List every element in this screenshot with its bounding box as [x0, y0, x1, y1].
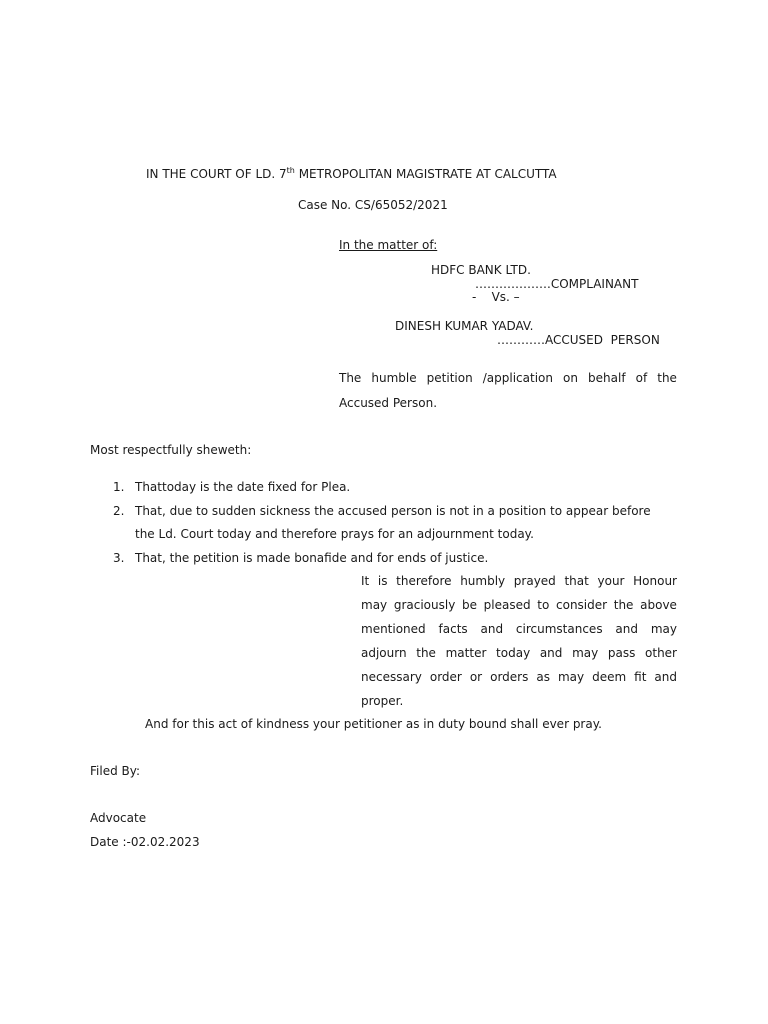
court-title-prefix: IN THE COURT OF LD. 7 [146, 167, 287, 181]
accused-name: DINESH KUMAR YADAV. [395, 319, 534, 333]
prayer-word: facts [438, 622, 468, 636]
complainant-role: ……………….COMPLAINANT [475, 277, 639, 291]
prayer-word: your [597, 574, 625, 588]
prayer-word: pleased [483, 598, 531, 612]
point-number: 3. [113, 551, 125, 565]
prayer-word: to [537, 598, 550, 612]
prayer-word: be [461, 598, 477, 612]
prayer-word: pass [607, 646, 636, 660]
prayer-word: therefore [396, 574, 452, 588]
date-label: Date :-02.02.2023 [90, 835, 200, 849]
prayer-word: mentioned [361, 622, 426, 636]
prayer-word: humbly [460, 574, 506, 588]
point-text: That, the petition is made bonafide and for ends of justice. [135, 551, 489, 565]
prayer-word: the [416, 646, 436, 660]
petition-intro-word: on [563, 371, 578, 385]
petition-intro-word: /application [482, 371, 553, 385]
prayer-word: above [640, 598, 677, 612]
point-text: That, due to sudden sickness the accused person is not in a position to appear before [135, 504, 651, 518]
prayer-word: order [429, 670, 462, 684]
petition-intro-line-2: Accused Person. [339, 396, 438, 410]
prayer-word: and [654, 670, 677, 684]
filed-by-label: Filed By: [90, 764, 141, 778]
prayer-word: consider [556, 598, 608, 612]
prayer-word: graciously [393, 598, 456, 612]
case-number: Case No. CS/65052/2021 [298, 198, 448, 212]
prayer-word: necessary [361, 670, 422, 684]
closing-line: And for this act of kindness your petitioner as in duty bound shall ever pray. [145, 717, 602, 731]
prayer-word: and [480, 622, 504, 636]
prayer-word: other [645, 646, 677, 660]
prayer-word: or [469, 670, 483, 684]
point-text: the Ld. Court today and therefore prays for an adjournment today. [135, 527, 534, 541]
petition-intro-word: behalf [588, 371, 626, 385]
prayer-word: and [615, 622, 638, 636]
accused-role: …………ACCUSED PERSON [497, 333, 660, 347]
prayer-word: adjourn [361, 646, 407, 660]
court-title [146, 166, 557, 182]
prayer-word: fit [634, 670, 647, 684]
prayer-word: It [361, 574, 370, 588]
prayer-line [361, 621, 677, 637]
petition-intro-word: The [339, 371, 362, 385]
advocate-label: Advocate [90, 811, 147, 825]
prayer-word: is [377, 574, 388, 588]
prayer-line [361, 645, 677, 661]
court-title-suffix: METROPOLITAN MAGISTRATE AT CALCUTTA [294, 167, 557, 181]
prayer-line [361, 597, 677, 613]
prayer-word: as [536, 670, 550, 684]
point-number: 2. [113, 504, 125, 518]
petition-intro-word: the [657, 371, 677, 385]
prayer-word: that [564, 574, 589, 588]
prayer-line [361, 669, 677, 685]
prayer-word: Honour [633, 574, 677, 588]
prayer-line: proper. [361, 694, 404, 708]
point-text: Thattoday is the date fixed for Plea. [135, 480, 351, 494]
prayer-word: deem [592, 670, 627, 684]
complainant-name: HDFC BANK LTD. [431, 263, 531, 277]
prayer-word: orders [490, 670, 529, 684]
versus-label: - Vs. – [472, 290, 520, 304]
petition-intro-word: petition [426, 371, 473, 385]
prayer-word: matter [445, 646, 487, 660]
petition-intro-line-1 [339, 370, 677, 386]
prayer-word: may [572, 646, 599, 660]
court-title-sup: th [286, 166, 295, 175]
prayer-word: prayed [513, 574, 556, 588]
prayer-word: today [496, 646, 531, 660]
salutation: Most respectfully sheweth: [90, 443, 252, 457]
petition-intro-word: of [635, 371, 648, 385]
prayer-word: the [613, 598, 634, 612]
prayer-word: circumstances [515, 622, 603, 636]
prayer-word: may [361, 598, 388, 612]
prayer-word: may [650, 622, 677, 636]
petition-intro-word: humble [371, 371, 417, 385]
prayer-word: may [557, 670, 585, 684]
prayer-line [361, 573, 677, 589]
point-number: 1. [113, 480, 125, 494]
prayer-word: and [539, 646, 563, 660]
matter-of-heading: In the matter of: [339, 238, 438, 252]
